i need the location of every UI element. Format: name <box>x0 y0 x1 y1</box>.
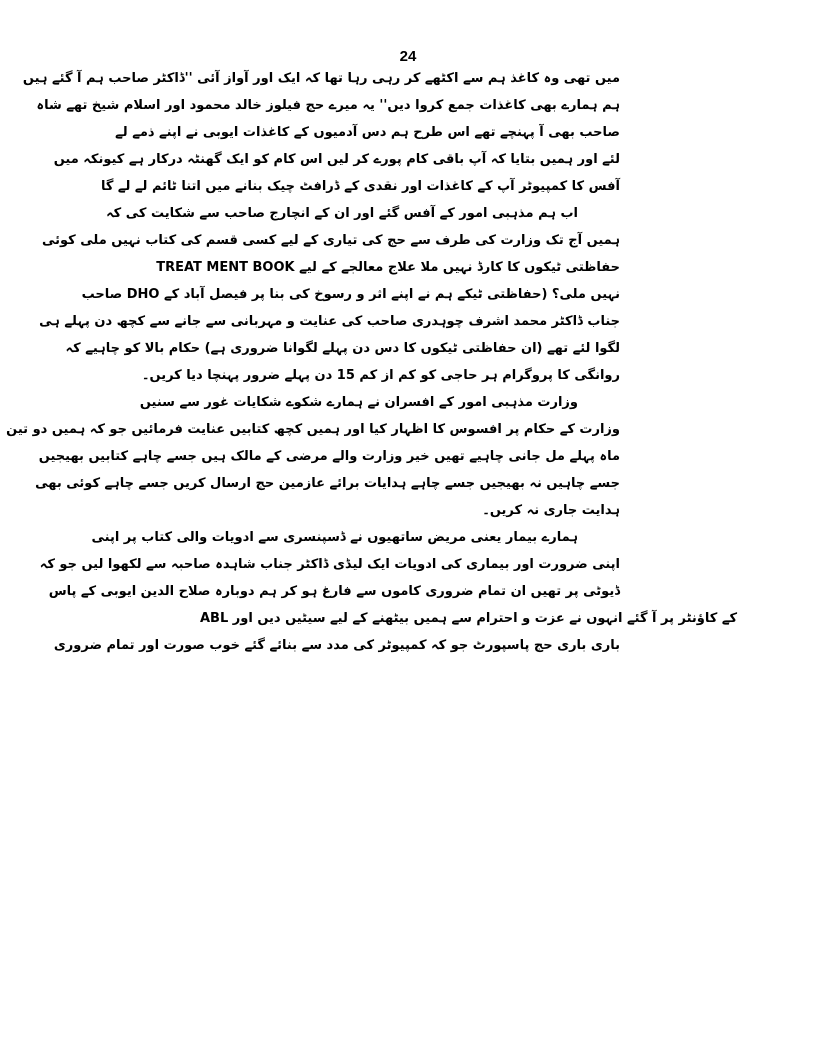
text-line: ہدایت جاری نہ کریں۔ <box>482 503 620 518</box>
page-number: 24 <box>399 48 417 65</box>
text-line: لگوا لئے تھے (ان حفاظتی ٹیکوں کا دس دن پہلے لگوانا ضروری ہے) حکام بالا کو چاہیے کہ <box>65 341 620 356</box>
text-line: جناب ڈاکٹر محمد اشرف چوہدری صاحب کی عنایت و مہربانی سے جانے سے کچھ دن پہلے ہی <box>39 314 620 329</box>
body-text <box>6 66 738 660</box>
text-line: ڈیوٹی پر تھیں ان تمام ضروری کاموں سے فارغ ہو کر ہم دوبارہ صلاح الدین ایوبی کے پاس <box>48 584 620 599</box>
text-line: اب ہم مذہبی امور کے آفس گئے اور ان کے انچارج صاحب سے شکایت کی کہ <box>106 206 578 221</box>
text-line: آفس کا کمپیوٹر آپ کے کاغذات اور نقدی کے ڈرافٹ چیک بنانے میں اتنا ٹائم لے لے گا <box>100 179 620 194</box>
text-line: ABL کے کاؤنٹر پر آ گئے انہوں نے عزت و احترام سے ہمیں بیٹھنے کے لیے سیٹیں دیں اور <box>200 611 738 626</box>
text-line: میں تھی وہ کاغذ ہم سے اکٹھے کر رہی رہا تھا کہ ایک اور آواز آئی ''ڈاکٹر صاحب ہم آ گئے ہیں <box>22 71 620 86</box>
text-line: نہیں ملی؟ (حفاظتی ٹیکے ہم نے اپنے اثر و رسوخ کی بنا پر فیصل آباد کے DHO صاحب <box>81 287 620 302</box>
text-line: ہم ہمارے بھی کاغذات جمع کروا دیں'' یہ میرے حج فیلوز خالد محمود اور اسلام شیخ تھے شاہ <box>36 98 620 113</box>
text-line: روانگی کا پروگرام ہر حاجی کو کم از کم 15 دن پہلے ضرور پہنچا دیا کریں۔ <box>141 368 620 383</box>
text-line: وزارت کے حکام پر افسوس کا اظہار کیا اور ہمیں کچھ کتابیں عنایت فرمائیں جو کہ ہمیں دو تین <box>6 422 620 437</box>
text-line: جسے چاہیں نہ بھیجیں جسے چاہے ہدایات برائے عازمین حج ارسال کریں جسے چاہے کوئی بھی <box>35 476 620 491</box>
text-line: لئے اور ہمیں بتایا کہ آپ باقی کام پورے کر لیں اس کام کو ایک گھنٹہ درکار ہے کیونکہ میں <box>53 152 620 167</box>
text-line: ہمیں آج تک وزارت کی طرف سے حج کی تیاری کے لیے کسی قسم کی کتاب نہیں ملی کوئی <box>42 233 620 248</box>
text-line: اپنی ضرورت اور بیماری کی ادویات ایک لیڈی ڈاکٹر جناب شاہدہ صاحبہ سے لکھوا لیں جو کہ <box>39 557 620 572</box>
text-line: حفاظتی ٹیکوں کا کارڈ نہیں ملا علاج معالجے کے لیے TREAT MENT BOOK <box>156 260 620 275</box>
text-line: ماہ پہلے مل جانی چاہیے تھیں خیر وزارت والے مرضی کے مالک ہیں جسے چاہے کتابیں بھیجیں <box>38 449 620 464</box>
text-line: وزارت مذہبی امور کے افسران نے ہمارے شکوے شکایات غور سے سنیں <box>139 395 578 410</box>
text-line: ہمارے بیمار یعنی مریض ساتھیوں نے ڈسپنسری سے ادویات والی کتاب پر اپنی <box>91 530 578 545</box>
text-line: باری باری حج پاسپورٹ جو کہ کمپیوٹر کی مدد سے بنائے گئے خوب صورت اور تمام ضروری <box>53 638 620 653</box>
text-line: صاحب بھی آ پہنچے تھے اس طرح ہم دس آدمیوں کے کاغذات ایوبی نے اپنے ذمے لے <box>115 125 620 140</box>
